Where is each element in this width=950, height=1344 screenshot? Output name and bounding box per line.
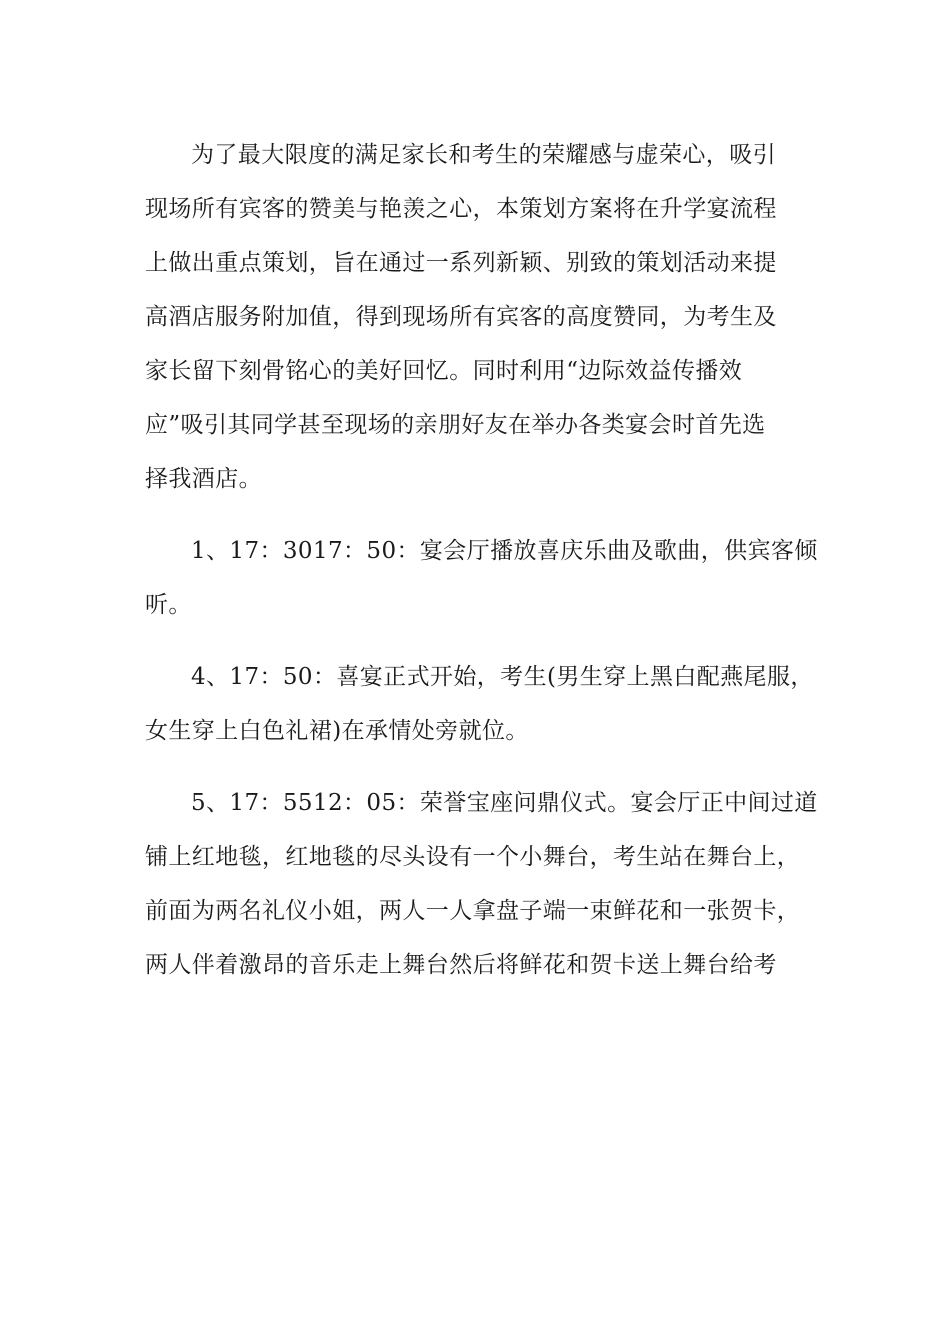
text-line: 为了最大限度的满足家长和考生的荣耀感与虚荣心，吸引 <box>191 142 776 168</box>
paragraph-intro <box>145 132 815 510</box>
paragraph-step-1 <box>145 528 818 636</box>
text-line: 听。 <box>145 592 192 618</box>
paragraph-step-5 <box>145 780 818 996</box>
text-line: 前面为两名礼仪小姐，两人一人拿盘子端一束鲜花和一张贺卡， <box>145 898 801 924</box>
text-line: 5、17：5512：05：荣誉宝座问鼎仪式。宴会厅正中间过道 <box>191 790 818 816</box>
text-line: 1、17：3017：50：宴会厅播放喜庆乐曲及歌曲，供宾客倾 <box>191 538 818 564</box>
text-line: 家长留下刻骨铭心的美好回忆。同时利用“边际效益传播效 <box>145 358 743 384</box>
text-line: 4、17：50：喜宴正式开始，考生(男生穿上黑白配燕尾服， <box>191 664 814 690</box>
paragraph-step-4 <box>145 654 815 762</box>
text-line: 应”吸引其同学甚至现场的亲朋好友在举办各类宴会时首先选 <box>145 412 766 438</box>
document-body <box>145 132 818 996</box>
text-line: 高酒店服务附加值，得到现场所有宾客的高度赞同，为考生及 <box>145 304 777 330</box>
text-line: 女生穿上白色礼裙)在承情处旁就位。 <box>145 718 529 744</box>
text-line: 现场所有宾客的赞美与艳羡之心，本策划方案将在升学宴流程 <box>145 196 777 222</box>
text-line: 上做出重点策划，旨在通过一系列新颖、别致的策划活动来提 <box>145 250 777 276</box>
text-line: 两人伴着激昂的音乐走上舞台然后将鲜花和贺卡送上舞台给考 <box>145 952 777 978</box>
text-line: 择我酒店。 <box>145 466 262 492</box>
text-line: 铺上红地毯，红地毯的尽头设有一个小舞台，考生站在舞台上， <box>145 844 801 870</box>
